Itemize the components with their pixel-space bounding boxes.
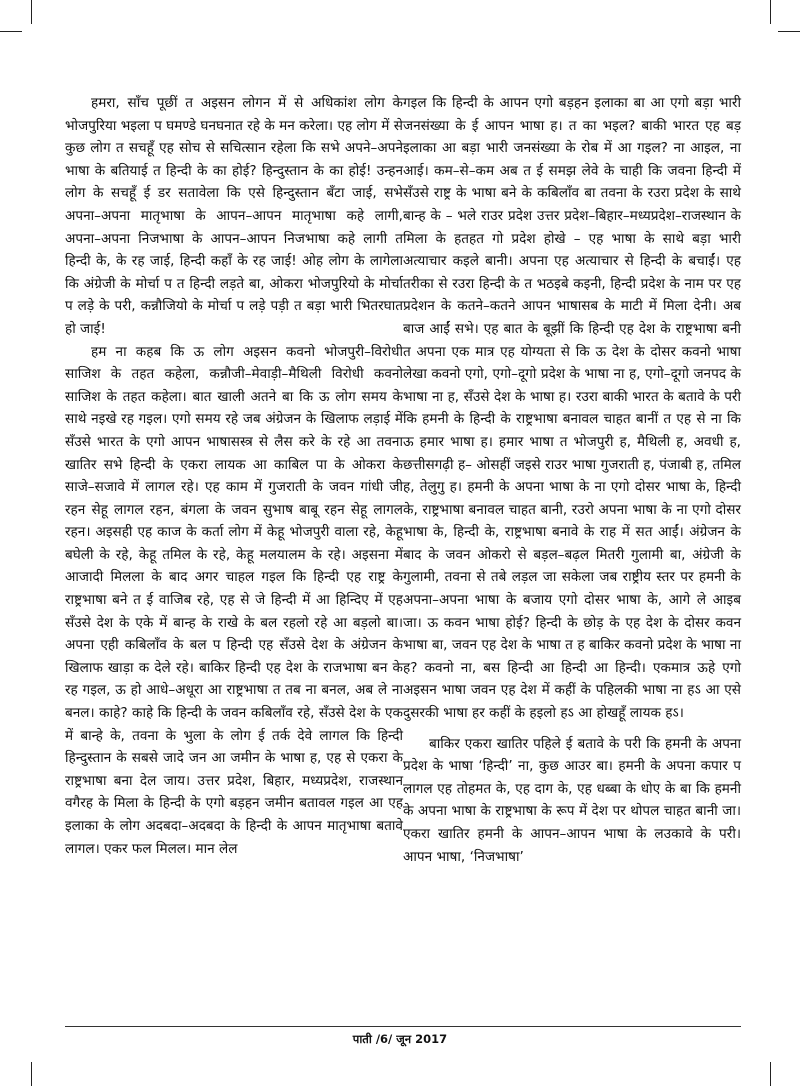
crop-mark-bottom-right-v [770, 1062, 771, 1086]
footer-rule [65, 1026, 741, 1027]
left-column [65, 92, 403, 860]
crop-mark-right-v [770, 0, 771, 24]
paragraph: हमरा, साँच पूछीं त अइसन लोगन में से अधिकांश लोग के भोजपुरिया भइला प घमण्डे घनघनात रहे के मन करेला। एह लोग में से कुछ लोग त सचहूँ एह सोच से सचित्सान रहेला कि सभे अपने–अपने भाषा के बतियाई त हिन्दी के का होई? हिन्दुस्तान के का होई! उन्हन लोग के सचहूँ ई डर सतावेला कि एसे हिन्दुस्तान बँटा जाई, सभे अपना–अपना मातृभाषा के आपन–आपन मातृभाषा कहे लागी, अपना–अपना निजभाषा के आपन–आपन निजभाषा कहे लागी त हिन्दी के, के रह जाई, हिन्दी कहाँ के रह जाई! ओह लोग के लागेला कि अंग्रेजी के मोर्चा प त हिन्दी लड़ते बा, ओकरा भोजपुरियो के मोर्चा प लड़े के परी, कन्नौजियो के मोर्चा प लड़े पड़ी त बड़ा भारी भितरघात हो जाई! [65, 95, 403, 337]
paragraph: हम ना कहब कि ऊ लोग अइसन कवनो भोजपुरी–विरोधी साजिश के तहत कहेला, कन्नौजी–मेवाड़ी–मैथिली विरोधी कवनो साजिश के तहत कहेला। बात खाली अतने बा कि ऊ लोग समय के साथे नइखे रह गइल। एगो समय रहे जब अंग्रेजन के खिलाफ लड़ाई में सँउसे भारत के एगो आपन भाषासस्त्र से लैस करे के रहे आ तवना खातिर सभे हिन्दी के एकरा लायक आ काबिल पा के ओकरा के साजे–सजावे में लागल रहे। एह काम में गुजराती के जवन गांधी जी रहन सेहू लागल रहन, बंगला के जवन सुभाष बाबू रहन सेहू लागल रहन। अइसही एह काज के कर्ता लोग में केहू भोजपुरी वाला रहे, केहू बघेली के रहे, केहू तमिल के रहे, केहू मलयालम के रहे। अइसना में आजादी मिलला के बाद अगर चाहल गइल कि हिन्दी एह राष्ट्र के राष्ट्रभाषा बने त ई वाजिब रहे, एह से जे हिन्दी में आ हिन्दिए में एह सँउसे देश के एके में बान्ह के राखे के बल रहलो रहे आ बड़लो बा। अपना एही कबिलाँव के बल प हिन्दी एह सँउसे देश के अंग्रेजन के खिलाफ खाड़ा क देले रहे। बाकिर हिन्दी एह देश के राजभाषा बन के रह गइल, ऊ हो आधे–अधूरा आ राष्ट्रभाषा त तब ना बनल, अब ले ना बनल। काहे? काहे कि हिन्दी के जवन कबिलाँव रहे, सँउसे देश के एक में बान्हे के, तवना के भुला के लोग ई तर्क देवे लागल कि हिन्दी हिन्दुस्तान के सबसे जादे जन आ जमीन के भाषा ह, एह से एकरा के राष्ट्रभाषा बना देल जाय। उत्तर प्रदेश, बिहार, मध्यप्रदेश, राजस्थान वगैरह के मिला के हिन्दी के एगो बड़हन जमीन बतावल गइल आ एह इलाका के लोग अदबदा–अदबदा के हिन्दी के आपन मातृभाषा बतावे लागल। एकर फल मिलल। मान लेल [65, 343, 403, 857]
crop-mark-bottom-left-v [31, 1062, 32, 1086]
paragraph: बाकिर एकरा खातिर पहिले ई बतावे के परी कि हमनी के अपना प्रदेश के भाषा ‘हिन्दी’ ना, कुछ आउर बा। हमनी के अपना कपार प लागल एह तोहमत के, एह दाग के, एह धब्बा के धोए के बा कि हमनी के अपना भाषा के राष्ट्रभाषा के रूप में देश पर थोपल चाहत बानी जा। एकरा खातिर हमनी के आपन–आपन भाषा के लउकावे के परी। आपन भाषा, ‘निजभाषा’ [403, 735, 741, 865]
crop-mark-left-v [31, 0, 32, 24]
crop-mark-left-h [0, 31, 22, 32]
crop-mark-right-h [778, 31, 800, 32]
right-column [403, 92, 741, 868]
paragraph: गइल कि हिन्दी के आपन एगो बड़हन इलाका बा आ एगो बड़ा भारी जनसंख्या के ई आपन भाषा ह। त का भइल? बाकी भारत एह बड़ इलाका आ बड़ा भारी जनसंख्या के रोब में आ गइल? ना आइल, ना आई। कम–से–कम अब त ई समझ लेवे के चाही कि जवना हिन्दी में सँउसे राष्ट्र के भाषा बने के कबिलाँव बा तवना के रउरा प्रदेश के साथे बान्ह के – भले राउर प्रदेश उत्तर प्रदेश–बिहार–मध्यप्रदेश–राजस्थान के मिला के हतहत गो प्रदेश होखे – एह भाषा के साथे बड़ा भारी अत्याचार कइले बानी। अपना एह अत्याचार से हिन्दी के बचाईं। एह तरीका से रउरा हिन्दी के त भठइबे कइनी, हिन्दी प्रदेश के नाम पर एह प्रदेशन के कतने–कतने आपन भाषासब के माटी में मिला देनी। अब बाज आईं सभे। एह बात के बूझीं कि हिन्दी एह देश के राष्ट्रभाषा बनी त अपना एक मात्र एह योग्यता से कि ऊ देश के दोसर कवनो भाषा लेखा कवनो एगो, एगो–दूगो प्रदेश के भाषा ना ह, एगो–दूगो जनपद के भाषा ना ह, सँउसे देश के भाषा ह। रउरा बाकी भारत के बतावे के परी कि हमनी के हिन्दी के राष्ट्रभाषा बनावल चाहत बानीं त एह से ना कि ऊ हमार भाषा ह। हमार भाषा त भोजपुरी ह, मैथिली ह, अवधी ह, छत्तीसगढ़ी ह– ओसहीं जइसे राउर भाषा गुजराती ह, पंजाबी ह, तमिल ह, तेलुगु ह। हमनी के अपना भाषा के ना एगो दोसर भाषा के, हिन्दी के, राष्ट्रभाषा बनावल चाहत बानी, रउरो अपना भाषा के ना एगो दोसर भाषा के, हिन्दी के, राष्ट्रभाषा बनावे के राह में सत आईं। अंग्रेजन के बाद के जवन ओकरो से बड़ल–बढ़ल मितरी गुलामी बा, अंग्रेजी के गुलामी, तवना से तबे लड़ल जा सकेला जब राष्ट्रीय स्तर पर हमनी के अपना–अपना भाषा के बजाय एगो दोसर भाषा के, आगे ले आइब जा। ऊ कवन भाषा होई? हिन्दी के छोड़ के एह देश के दोसर कवन भाषा बा, जवन एह देश के भाषा त ह बाकिर कवनो प्रदेश के भाषा ना ह? कवनो ना, बस हिन्दी आ हिन्दी आ हिन्दी। एकमात्र ऊहे एगो अइसन भाषा जवन एह देश में कहीं के पहिलकी भाषा ना हऽ आ एसे दुसरकी भाषा हर कहीं के हइलो हऽ आ होखहूँ लायक हऽ। [403, 95, 741, 722]
page-footer: पाती /6/ जून 2017 [352, 1032, 448, 1046]
